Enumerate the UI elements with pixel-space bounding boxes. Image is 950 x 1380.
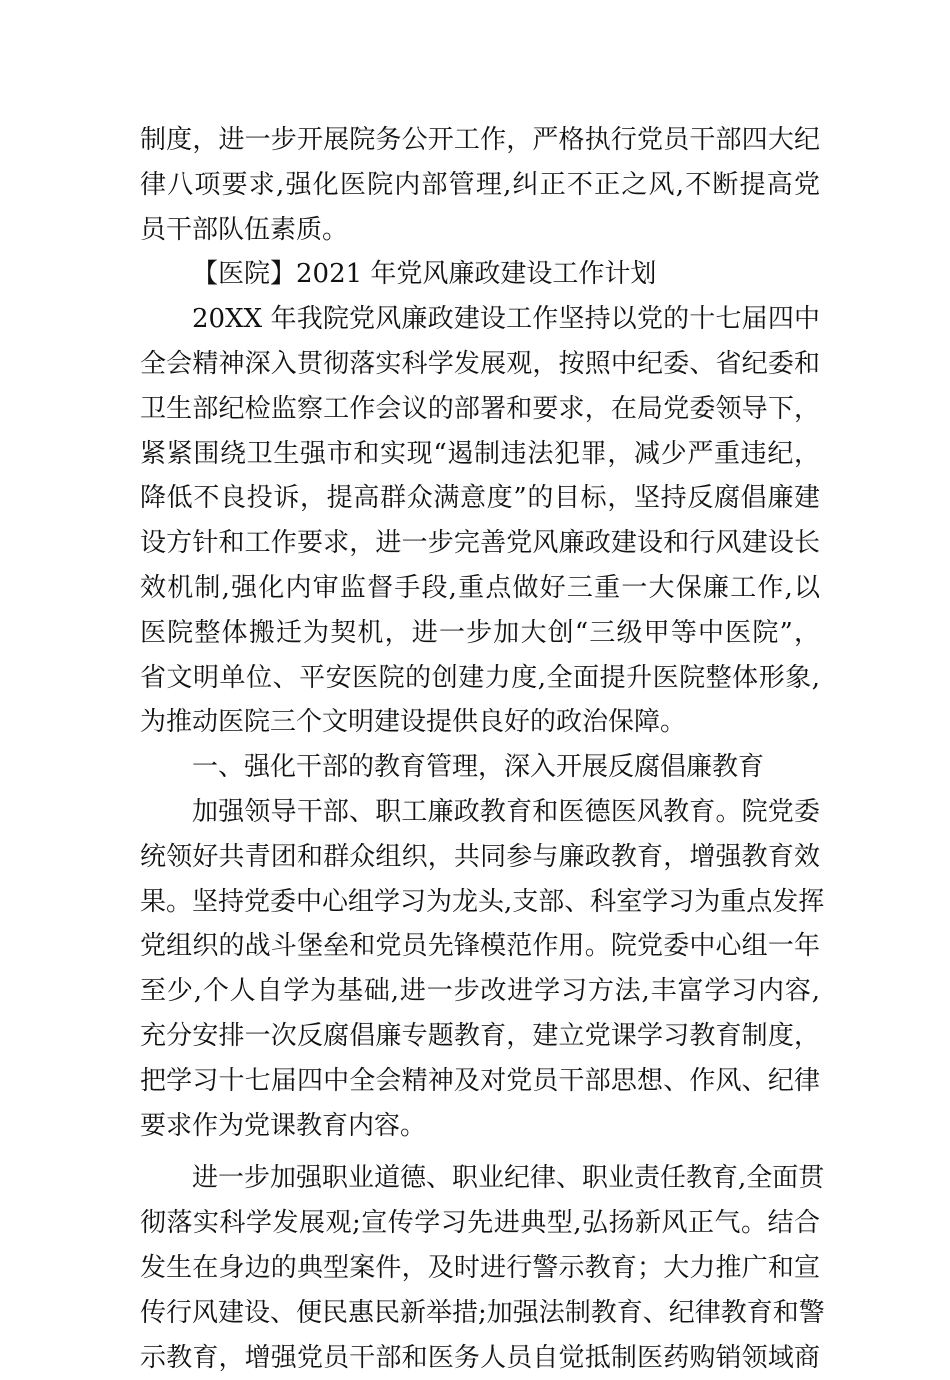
body-line: 员干部队伍素质。 (140, 214, 349, 245)
body-line: 进一步加强职业道德、职业纪律、职业责任教育,全面贯 (192, 1163, 825, 1194)
body-line: 至少,个人自学为基础,进一步改进学习方法,丰富学习内容, (140, 976, 820, 1007)
body-line: 传行风建设、便民惠民新举措;加强法制教育、纪律教育和警 (140, 1297, 825, 1328)
body-line: 统领好共青团和群众组织，共同参与廉政教育，增强教育效 (140, 841, 820, 872)
body-line: 20XX 年我院党风廉政建设工作坚持以党的十七届四中 (192, 304, 820, 335)
body-line: 律八项要求,强化医院内部管理,纠正不正之风,不断提高党 (140, 169, 820, 200)
body-line: 卫生部纪检监察工作会议的部署和要求，在局党委领导下， (140, 393, 820, 424)
document-body (140, 118, 825, 1380)
body-line: 示教育，增强党员干部和医务人员自觉抵制医药购销领域商 (140, 1342, 820, 1373)
body-line: 全会精神深入贯彻落实科学发展观，按照中纪委、省纪委和 (140, 348, 820, 379)
body-line: 党组织的战斗堡垒和党员先锋模范作用。院党委中心组一年 (140, 931, 820, 962)
body-line: 效机制,强化内审监督手段,重点做好三重一大保廉工作,以 (140, 572, 820, 603)
body-line: 紧紧围绕卫生强市和实现“遏制违法犯罪，减少严重违纪， (140, 438, 820, 469)
body-line: 降低不良投诉，提高群众满意度”的目标，坚持反腐倡廉建 (140, 483, 820, 514)
section-title: 【医院】2021 年党风廉政建设工作计划 (192, 259, 657, 290)
body-line: 把学习十七届四中全会精神及对党员干部思想、作风、纪律 (140, 1065, 820, 1096)
paragraph-gap (140, 1148, 820, 1156)
body-line: 果。坚持党委中心组学习为龙头,支部、科室学习为重点发挥 (140, 886, 825, 917)
body-line: 省文明单位、平安医院的创建力度,全面提升医院整体形象, (140, 662, 820, 693)
body-line: 要求作为党课教育内容。 (140, 1110, 427, 1141)
body-line: 制度，进一步开展院务公开工作，严格执行党员干部四大纪 (140, 125, 820, 155)
body-line: 加强领导干部、职工廉政教育和医德医风教育。院党委 (192, 796, 820, 827)
body-line: 为推动医院三个文明建设提供良好的政治保障。 (140, 707, 687, 738)
body-line: 彻落实科学发展观;宣传学习先进典型,弘扬新风正气。结合 (140, 1208, 820, 1239)
body-line: 充分安排一次反腐倡廉专题教育，建立党课学习教育制度， (140, 1020, 820, 1051)
body-line: 医院整体搬迁为契机，进一步加大创“三级甲等中医院”， (140, 617, 820, 648)
body-line: 发生在身边的典型案件，及时进行警示教育；大力推广和宣 (140, 1252, 820, 1283)
section-heading: 一、强化干部的教育管理，深入开展反腐倡廉教育 (192, 752, 765, 783)
body-line: 设方针和工作要求，进一步完善党风廉政建设和行风建设长 (140, 528, 820, 559)
